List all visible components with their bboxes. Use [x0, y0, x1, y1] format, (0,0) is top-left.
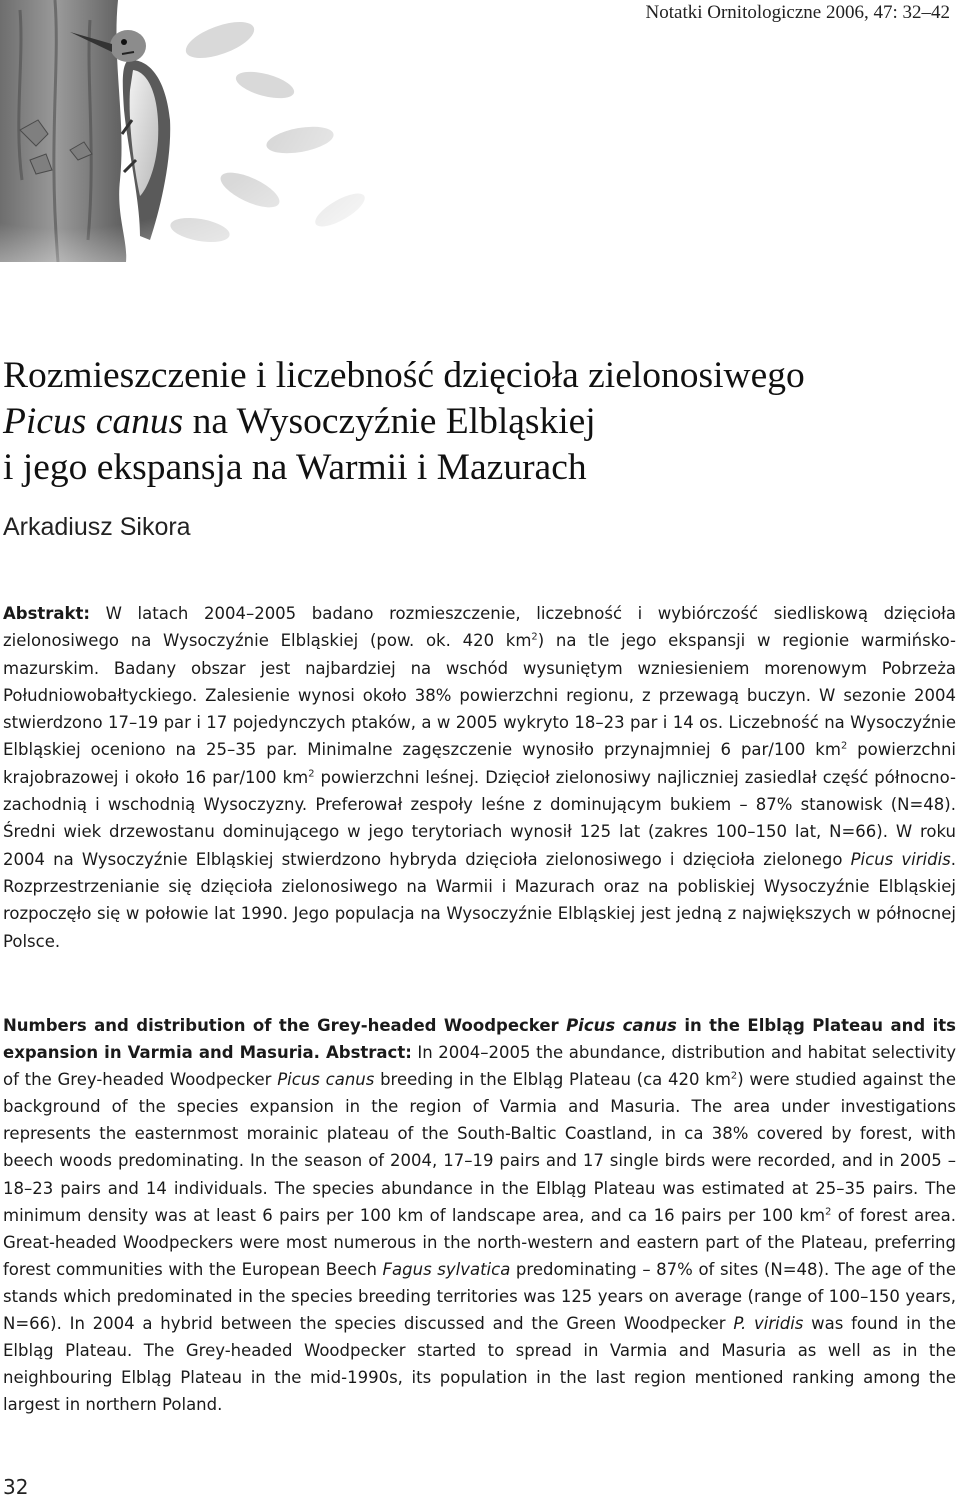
abstract-pl-text-2: ) na tle jego ekspansji w regionie warmińsko-mazurskim. Badany obszar jest najbardziej na wschód wysuniętym wzniesieniem morenowym Pobrzeża Południowobałtyckiego. Zalesienie wynosi około 38% powierzchni regionu, z przewagą buczyn. W sezonie 2004 stwierdzono 17–19 par i 17 pojedynczych ptaków, a w 2005 wykryto 18–23 par i 14 os. Liczebność na Wysoczyźnie Elbląskiej oceniono na 25–35 par. Minimalne zagęszczenie wynosiło przynajmniej 6 par/100 km — [3, 631, 956, 760]
abstract-en-text-4: of forest area. Great-headed Woodpeckers were most numerous in the north-western and eastern part of the Plateau, preferring forest communities with the European Beech — [3, 1205, 956, 1279]
abstract-pl-species: Picus viridis — [850, 849, 951, 869]
title-line-2 — [3, 399, 958, 445]
abstract-en-sup-1: 2 — [730, 1070, 738, 1082]
woodpecker-illustration — [0, 0, 430, 262]
abstract-english — [3, 1012, 956, 1418]
english-title-b: in the Elbląg Plateau and its expansion in Varmia and Masuria. Abstract: — [3, 1016, 956, 1063]
author-name: Arkadiusz Sikora — [3, 513, 191, 541]
abstract-en-text-6: was found in the Elbląg Plateau. The Grey-headed Woodpecker started to spread in Varmia and Masuria as well as in the neighbouring Elbląg Plateau in the mid-1990s, its population in the last region mentioned ranking among the largest in northern Poland. — [3, 1314, 956, 1415]
running-head: Notatki Ornitologiczne 2006, 47: 32–42 — [645, 2, 950, 23]
abstract-en-text-5: predominating – 87% of sites (N=48). The age of the stands which predominated in the species breeding territories was 125 years on average (range of 100–150 years, N=66). In 2004 a hybrid between the species discussed and the Green Woodpecker — [3, 1259, 956, 1334]
abstract-label: Abstrakt: — [3, 604, 91, 623]
english-title-a: Numbers and distribution of the Grey-headed Woodpecker — [3, 1016, 567, 1035]
title-line-1: Rozmieszczenie i liczebność dzięcioła zielonosiwego — [3, 355, 805, 396]
title-line-2-text: na Wysoczyźnie Elbląskiej — [183, 401, 596, 442]
abstract-en-text-1: In 2004–2005 the abundance, distribution and habitat selectivity of the Grey-headed Woodpecker — [3, 1043, 957, 1090]
abstract-en-species-3: P. viridis — [733, 1314, 804, 1334]
abstract-pl-sup-1: 2 — [531, 631, 538, 643]
abstract-polish — [3, 600, 956, 955]
abstract-pl-text-3: powierzchni krajobrazowej i około 16 par/100 km — [3, 740, 956, 787]
title-species: Picus canus — [3, 401, 184, 442]
abstract-en-species-1: Picus canus — [277, 1070, 375, 1090]
title-line-3: i jego ekspansja na Warmii i Mazurach — [3, 447, 587, 488]
abstract-en-species-2: Fagus sylvatica — [382, 1259, 511, 1279]
abstract-pl-text-4: powierzchni leśnej. Dzięcioł zielonosiwy najliczniej zasiedlał część północno-zachodnią i wschodnią Wysoczyzny. Preferował zespoły leśne z dominującym bukiem – 87% stanowisk (N=48). Średni wiek drzewostanu dominującego w jego terytoriach wynosił 125 lat (zakres 100–150 lat, N=66). W roku 2004 na Wysoczyźnie Elbląskiej stwierdzono hybryda dzięcioła zielonosiwego i dzięcioła zielonego — [3, 767, 956, 869]
abstract-en-text-2: breeding in the Elbląg Plateau (ca 420 km — [374, 1070, 731, 1090]
abstract-en-sup-2: 2 — [825, 1206, 832, 1218]
abstract-pl-text-5: . Rozprzestrzenianie się dzięcioła zielonosiwego na Warmii i Mazurach oraz na pobliskiej Wysoczyźnie Elbląskiej rozpoczęło się w połowie lat 1990. Jego populacja na Wysoczyźnie Elbląskiej jest jedną z największych w północnej Polsce. — [3, 849, 957, 951]
abstract-en-text-3: ) were studied against the background of the species expansion in the region of Varmia and Masuria. The area under investigations represents the easternmost morainic plateau of the South-Baltic Coastland, in ca 38% covered by forest, with beech woods predominating. In the season of 2004, 17–19 pairs and 17 single birds were recorded, and in 2005 – 18–23 pairs and 14 individuals. The species abundance in the Elbląg Plateau was estimated at 25–35 pairs. The minimum density was at least 6 pairs per 100 km of landscape area, and ca 16 pairs per 100 km — [3, 1070, 956, 1225]
english-title-species: Picus canus — [566, 1016, 677, 1035]
abstract-pl-sup-3: 2 — [308, 768, 315, 780]
abstract-pl-text-1: W latach 2004–2005 badano rozmieszczenie, liczebność i wybiórczość siedliskową dzięcioła zielonosiwego na Wysoczyźnie Elbląskiej (pow. ok. 420 km — [3, 604, 956, 651]
article-title — [3, 353, 958, 491]
abstract-pl-sup-2: 2 — [840, 740, 848, 752]
page-number: 32 — [3, 1475, 29, 1499]
